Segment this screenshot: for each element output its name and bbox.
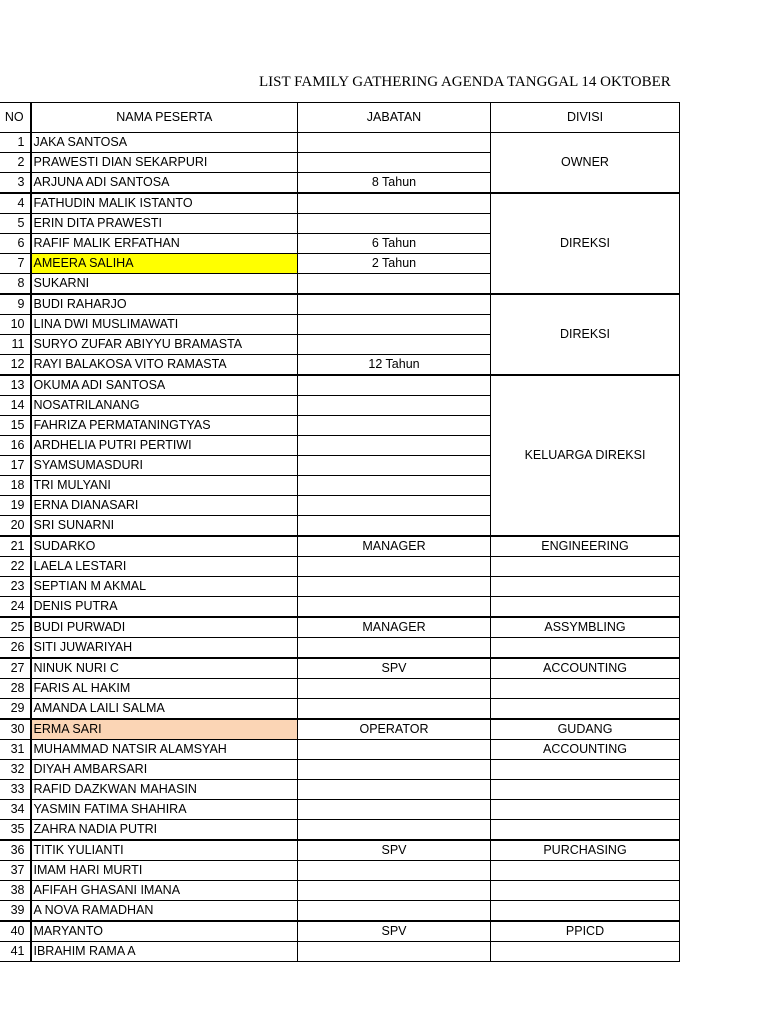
participant-divisi [491,597,680,618]
row-number: 3 [0,173,31,194]
row-number: 9 [0,294,31,315]
participant-jabatan [298,780,491,800]
table-row [0,780,680,800]
table-row [0,800,680,820]
row-number: 14 [0,396,31,416]
participant-jabatan [298,699,491,720]
table-row [0,719,680,740]
row-number: 39 [0,901,31,922]
row-number: 7 [0,254,31,274]
participant-jabatan [298,416,491,436]
participant-jabatan [298,476,491,496]
table-row [0,840,680,861]
header-row [0,103,680,133]
row-number: 5 [0,214,31,234]
participant-name: RAFIF MALIK ERFATHAN [31,234,298,254]
participant-jabatan [298,294,491,315]
participant-jabatan [298,315,491,335]
participant-name: NINUK NURI C [31,658,298,679]
table-row [0,921,680,942]
participant-divisi [491,861,680,881]
participant-jabatan [298,375,491,396]
participant-divisi [491,942,680,962]
participant-name: LAELA LESTARI [31,557,298,577]
participant-name: SUKARNI [31,274,298,295]
participant-name: ARDHELIA PUTRI PERTIWI [31,436,298,456]
row-number: 19 [0,496,31,516]
row-number: 33 [0,780,31,800]
row-number: 10 [0,315,31,335]
participant-name: SRI SUNARNI [31,516,298,537]
participant-jabatan [298,516,491,537]
row-number: 26 [0,638,31,659]
participant-name: A NOVA RAMADHAN [31,901,298,922]
table-row [0,375,680,396]
row-number: 4 [0,193,31,214]
participant-jabatan [298,638,491,659]
participant-divisi: ASSYMBLING [491,617,680,638]
participant-jabatan [298,214,491,234]
row-number: 38 [0,881,31,901]
table-row [0,820,680,841]
participant-jabatan: OPERATOR [298,719,491,740]
participant-divisi: ENGINEERING [491,536,680,557]
participant-jabatan [298,597,491,618]
row-number: 29 [0,699,31,720]
table-row [0,536,680,557]
table-row [0,294,680,315]
participant-divisi [491,577,680,597]
table-row [0,577,680,597]
participant-name: ZAHRA NADIA PUTRI [31,820,298,841]
row-number: 11 [0,335,31,355]
row-number: 23 [0,577,31,597]
participant-jabatan [298,881,491,901]
participant-name: SYAMSUMASDURI [31,456,298,476]
header-name: NAMA PESERTA [31,103,298,133]
participant-divisi: PURCHASING [491,840,680,861]
table-row [0,638,680,659]
participant-divisi: ACCOUNTING [491,740,680,760]
participant-name: BUDI RAHARJO [31,294,298,315]
participant-jabatan: MANAGER [298,617,491,638]
participant-name: IMAM HARI MURTI [31,861,298,881]
participant-jabatan [298,740,491,760]
participant-name: NOSATRILANANG [31,396,298,416]
divisi-group: DIREKSI [491,294,680,375]
participant-name: MUHAMMAD NATSIR ALAMSYAH [31,740,298,760]
participant-name: FATHUDIN MALIK ISTANTO [31,193,298,214]
participant-name: FAHRIZA PERMATANINGTYAS [31,416,298,436]
participant-jabatan: SPV [298,840,491,861]
header-divisi: DIVISI [491,103,680,133]
participant-name: LINA DWI MUSLIMAWATI [31,315,298,335]
participant-name: IBRAHIM RAMA A [31,942,298,962]
participant-name: SURYO ZUFAR ABIYYU BRAMASTA [31,335,298,355]
participant-name: ERIN DITA PRAWESTI [31,214,298,234]
table-row [0,760,680,780]
participant-name: SUDARKO [31,536,298,557]
participant-name: AFIFAH GHASANI IMANA [31,881,298,901]
row-number: 17 [0,456,31,476]
row-number: 28 [0,679,31,699]
participant-jabatan [298,153,491,173]
participant-jabatan [298,760,491,780]
participant-name: DIYAH AMBARSARI [31,760,298,780]
row-number: 8 [0,274,31,295]
table-row [0,699,680,720]
row-number: 41 [0,942,31,962]
participant-jabatan: 8 Tahun [298,173,491,194]
table-row [0,679,680,699]
participant-jabatan: 6 Tahun [298,234,491,254]
participant-jabatan [298,396,491,416]
participant-jabatan: SPV [298,658,491,679]
sheet-title: LIST FAMILY GATHERING AGENDA TANGGAL 14 OKTOBER [259,74,671,90]
participant-jabatan [298,800,491,820]
participant-table [0,102,680,962]
participant-name: OKUMA ADI SANTOSA [31,375,298,396]
row-number: 32 [0,760,31,780]
row-number: 13 [0,375,31,396]
row-number: 12 [0,355,31,376]
row-number: 40 [0,921,31,942]
participant-jabatan: 12 Tahun [298,355,491,376]
participant-name: TRI MULYANI [31,476,298,496]
participant-jabatan [298,557,491,577]
participant-name: TITIK YULIANTI [31,840,298,861]
divisi-group: OWNER [491,133,680,194]
participant-name: SEPTIAN M AKMAL [31,577,298,597]
participant-jabatan: SPV [298,921,491,942]
participant-jabatan [298,274,491,295]
row-number: 2 [0,153,31,173]
participant-jabatan: 2 Tahun [298,254,491,274]
row-number: 24 [0,597,31,618]
row-number: 20 [0,516,31,537]
table-row [0,617,680,638]
row-number: 21 [0,536,31,557]
participant-divisi: PPICD [491,921,680,942]
participant-name: RAFID DAZKWAN MAHASIN [31,780,298,800]
table-row [0,901,680,922]
participant-name: SITI JUWARIYAH [31,638,298,659]
row-number: 27 [0,658,31,679]
participant-divisi [491,800,680,820]
header-jabatan: JABATAN [298,103,491,133]
row-number: 25 [0,617,31,638]
participant-name: ARJUNA ADI SANTOSA [31,173,298,194]
participant-jabatan [298,335,491,355]
participant-divisi [491,679,680,699]
table-row [0,658,680,679]
participant-jabatan [298,942,491,962]
participant-jabatan [298,436,491,456]
participant-name: JAKA SANTOSA [31,133,298,153]
participant-jabatan [298,456,491,476]
row-number: 15 [0,416,31,436]
participant-divisi [491,760,680,780]
table-row [0,881,680,901]
table-row [0,133,680,153]
participant-divisi [491,820,680,841]
row-number: 16 [0,436,31,456]
participant-jabatan [298,193,491,214]
row-number: 36 [0,840,31,861]
participant-jabatan [298,901,491,922]
participant-name: PRAWESTI DIAN SEKARPURI [31,153,298,173]
participant-name: DENIS PUTRA [31,597,298,618]
table-row [0,597,680,618]
table-row [0,193,680,214]
participant-name: MARYANTO [31,921,298,942]
participant-jabatan [298,820,491,841]
participant-name: YASMIN FATIMA SHAHIRA [31,800,298,820]
divisi-group: KELUARGA DIREKSI [491,375,680,536]
row-number: 34 [0,800,31,820]
table-row [0,557,680,577]
participant-divisi: ACCOUNTING [491,658,680,679]
participant-name: AMANDA LAILI SALMA [31,699,298,720]
participant-jabatan [298,861,491,881]
participant-name: BUDI PURWADI [31,617,298,638]
participant-divisi [491,881,680,901]
participant-divisi [491,780,680,800]
header-no: NO [0,103,31,133]
participant-divisi [491,901,680,922]
participant-jabatan [298,577,491,597]
participant-jabatan: MANAGER [298,536,491,557]
participant-name: FARIS AL HAKIM [31,679,298,699]
row-number: 1 [0,133,31,153]
participant-divisi [491,557,680,577]
participant-name: RAYI BALAKOSA VITO RAMASTA [31,355,298,376]
row-number: 37 [0,861,31,881]
participant-name: AMEERA SALIHA [31,254,298,274]
participant-jabatan [298,496,491,516]
row-number: 18 [0,476,31,496]
participant-name: ERNA DIANASARI [31,496,298,516]
table-row [0,942,680,962]
participant-divisi [491,699,680,720]
divisi-group: DIREKSI [491,193,680,294]
table-row [0,740,680,760]
participant-divisi [491,638,680,659]
participant-divisi: GUDANG [491,719,680,740]
row-number: 31 [0,740,31,760]
row-number: 30 [0,719,31,740]
participant-jabatan [298,679,491,699]
participant-name: ERMA SARI [31,719,298,740]
participant-jabatan [298,133,491,153]
table-row [0,861,680,881]
row-number: 6 [0,234,31,254]
row-number: 22 [0,557,31,577]
row-number: 35 [0,820,31,841]
